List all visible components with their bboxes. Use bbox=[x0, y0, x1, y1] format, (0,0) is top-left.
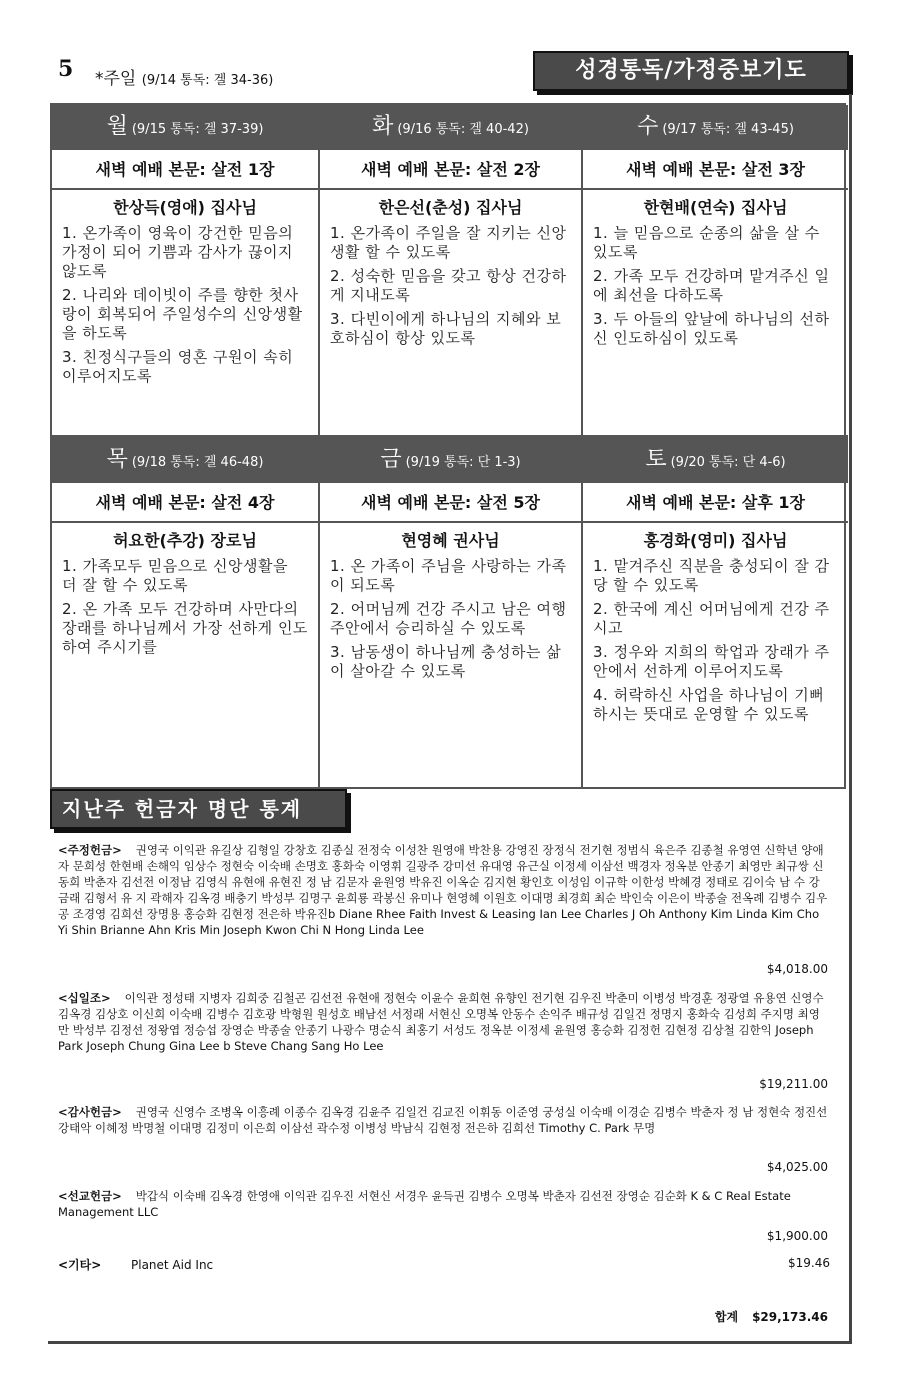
sermon-text: 새벽 예배 본문: 살전 3장 bbox=[583, 148, 848, 190]
prayer-item: 1. 가족모두 믿음으로 신앙생활을 더 잘 할 수 있도록 bbox=[62, 557, 288, 594]
prayer-list bbox=[52, 557, 318, 657]
prayer-list bbox=[320, 224, 581, 348]
grand-total-amount: $29,173.46 bbox=[752, 1310, 828, 1324]
day-header bbox=[320, 105, 581, 148]
prayer-leader: 홍경화(영미) 집사님 bbox=[643, 531, 788, 550]
day-name: 목 bbox=[106, 447, 128, 472]
offering-tenth bbox=[58, 990, 830, 1054]
offering-stats-title: 지난주 헌금자 명단 통계 bbox=[50, 789, 347, 829]
offering-amount: $1,900.00 bbox=[766, 1229, 828, 1243]
prayer-item: 3. 다빈이에게 하나님의 지혜와 보호하심이 항상 있도록 bbox=[330, 310, 562, 347]
day-reading: (9/15 통독: 겔 37-39) bbox=[131, 122, 264, 137]
prayer-leader: 한상득(영애) 집사님 bbox=[113, 198, 257, 217]
offering-amount: $19,211.00 bbox=[759, 1077, 828, 1091]
day-name: 금 bbox=[380, 447, 402, 472]
sermon-text: 새벽 예배 본문: 살전 2장 bbox=[320, 148, 581, 190]
grand-total-label: 합계 bbox=[714, 1310, 739, 1324]
sunday-label: *주일 bbox=[95, 69, 137, 89]
day-cell-thursday bbox=[52, 435, 320, 787]
offering-category: <십일조> bbox=[58, 991, 111, 1005]
day-header bbox=[52, 105, 318, 148]
day-cell-friday bbox=[320, 435, 583, 787]
day-name: 월 bbox=[106, 114, 128, 139]
day-cell-monday bbox=[52, 105, 320, 435]
offering-category: <감사헌금> bbox=[58, 1105, 122, 1119]
prayer-item: 3. 친정식구들의 영혼 구원이 속히 이루어지도록 bbox=[62, 348, 294, 385]
prayer-item: 2. 온 가족 모두 건강하며 사만다의 장래를 하나님께서 가장 선하게 인도하여 주시기를 bbox=[62, 600, 308, 656]
prayer-item: 1. 온가족이 영육이 강건한 믿음의 가정이 되어 기쁨과 감사가 끊이지 않도록 bbox=[62, 224, 294, 280]
offering-amount: $4,025.00 bbox=[766, 1160, 828, 1174]
prayer-list bbox=[52, 224, 318, 386]
day-header bbox=[583, 105, 848, 148]
day-name: 수 bbox=[637, 114, 659, 139]
day-reading: (9/18 통독: 겔 46-48) bbox=[131, 455, 264, 470]
offering-category: <기타> bbox=[58, 1258, 102, 1272]
prayer-calendar bbox=[50, 103, 846, 789]
prayer-leader: 한은선(춘성) 집사님 bbox=[378, 198, 523, 217]
day-reading: (9/17 통독: 겔 43-45) bbox=[662, 122, 794, 137]
prayer-leader: 허요한(추강) 장로님 bbox=[113, 531, 257, 550]
prayer-leader: 현영혜 권사님 bbox=[401, 531, 500, 550]
prayer-list bbox=[583, 224, 848, 348]
sermon-text: 새벽 예배 본문: 살전 5장 bbox=[320, 481, 581, 523]
prayer-item: 3. 정우와 지희의 학업과 장래가 주안에서 선하게 이루어지도록 bbox=[593, 643, 830, 680]
prayer-item: 3. 남동생이 하나님께 충성하는 삶이 살아갈 수 있도록 bbox=[330, 643, 562, 680]
day-cell-saturday bbox=[583, 435, 848, 787]
offering-mission bbox=[58, 1188, 830, 1220]
sunday-reading bbox=[95, 64, 273, 89]
prayer-list bbox=[320, 557, 581, 681]
prayer-item: 1. 온가족이 주일을 잘 지키는 신앙생활 할 수 있도록 bbox=[330, 224, 567, 261]
grand-total bbox=[715, 1308, 828, 1325]
sermon-text: 새벽 예배 본문: 살후 1장 bbox=[583, 481, 848, 523]
prayer-item: 2. 가족 모두 건강하며 맡겨주신 일에 최선을 다하도록 bbox=[593, 267, 830, 304]
offering-tithe bbox=[58, 842, 830, 938]
day-cell-tuesday bbox=[320, 105, 583, 435]
prayer-item: 2. 나리와 데이빗이 주를 향한 첫사랑이 회복되어 주일성수의 신앙생활을 하도록 bbox=[62, 286, 303, 342]
section-title-box bbox=[533, 51, 849, 91]
prayer-list bbox=[583, 557, 848, 724]
offering-amount: $19.46 bbox=[788, 1256, 830, 1270]
day-header bbox=[583, 438, 848, 481]
day-reading: (9/20 통독: 단 4-6) bbox=[670, 455, 786, 470]
page-number: 5 bbox=[58, 56, 74, 82]
day-header bbox=[320, 438, 581, 481]
day-name: 토 bbox=[645, 447, 667, 472]
day-reading: (9/19 통독: 단 1-3) bbox=[405, 455, 521, 470]
prayer-leader: 한현배(연숙) 집사님 bbox=[643, 198, 788, 217]
prayer-item: 2. 한국에 계신 어머님에게 건강 주시고 bbox=[593, 600, 830, 637]
day-name: 화 bbox=[372, 114, 394, 139]
sermon-text: 새벽 예배 본문: 살전 1장 bbox=[52, 148, 318, 190]
prayer-item: 1. 맡겨주신 직분을 충성되이 잘 감당 할 수 있도록 bbox=[593, 557, 830, 594]
offering-names: Planet Aid Inc bbox=[131, 1258, 214, 1272]
offering-names: 권영국 신영수 조병옥 이흥례 이종수 김옥경 김윤주 김일건 김교진 이휘동 이준영 궁성실 이숙배 이경순 김병수 박춘자 정 남 정현숙 정진선 강태악 이혜정 박명철 이대명 김정미 이은희 이삼선 곽수정 이병성 박남식 김현정 전은하 김희선 Timothy C. Park 무명 bbox=[58, 1105, 828, 1135]
day-cell-wednesday bbox=[583, 105, 848, 435]
prayer-item: 2. 어머님께 건강 주시고 남은 여행 주안에서 승리하실 수 있도록 bbox=[330, 600, 567, 637]
offering-names: 박갑식 이숙배 김옥경 한영애 이익관 김우진 서현신 서경우 윤득권 김병수 오명복 박춘자 김선전 장영순 김순화 K & C Real Estate Management LLC bbox=[58, 1189, 791, 1219]
offering-names: 이익관 정성태 지병자 김희중 김철곤 김선전 유현애 정현숙 이윤수 윤희현 유향인 전기현 김우진 박춘미 이병성 박경훈 정광열 유용연 신영수 김옥경 김상호 이신희 이숙배 김병수 김호광 박형원 원성호 배남선 서정래 서현신 오명복 안동수 손익주 배규성 김일건 정명지 홍화숙 김성희 주지명 최영만 박성부 김정선 정왕엽 정승섭 장영순 박종술 안종기 나광수 명순식 최홍기 서성도 정옥분 이정세 윤원영 홍승화 김정헌 김현정 김상철 김한익 Joseph Park Joseph Chung Gina Lee b Steve Chang Sang Ho Lee bbox=[58, 991, 824, 1053]
prayer-item: 4. 허락하신 사업을 하나님이 기뻐하시는 뜻대로 운영할 수 있도록 bbox=[593, 686, 825, 723]
prayer-item: 3. 두 아들의 앞날에 하나님의 선하신 인도하심이 있도록 bbox=[593, 310, 830, 347]
offering-etc bbox=[58, 1256, 830, 1273]
sunday-reading-range: (9/14 통독: 겔 34-36) bbox=[141, 73, 274, 88]
offering-names: 권영국 이익관 유길상 김형일 강창호 김종실 전정숙 이성찬 원영애 박찬용 강영진 장정식 전기현 정범식 육은주 김종철 유영연 신학년 양애자 문희성 한현배 손해익 임상수 정현숙 이숙배 손명호 홍화숙 이영휘 길광주 강미선 유대영 유근실 이정세 이삼선 백경자 정옥분 안종기 최영만 최규쌍 신동희 박춘자 김선전 이정남 김영식 유현애 유현진 정 남 김문자 윤원영 박유진 이옥순 김지현 황인호 이성임 이규학 이한성 박혜경 정태로 김이숙 남 수 강금래 김형서 유 지 곽해자 김옥경 배충기 박성부 김명구 윤희룡 곽봉신 유미나 현영혜 이원호 이대명 최경희 최순 박인숙 이은이 박종술 전옥례 김병수 김우공 조경영 김희선 장명용 홍승화 김현정 전은하 박유진b Diane Rhee Faith Invest & Leasing Ian Lee Charles J Oh Anthony Kim Linda Kim Cho Yi Shin Brianne Ahn Kris Min Joseph Kwon Chi N Hong Linda Lee bbox=[58, 843, 828, 937]
prayer-item: 2. 성숙한 믿음을 갖고 항상 건강하게 지내도록 bbox=[330, 267, 567, 304]
section-title: 성경통독/가정중보기도 bbox=[575, 58, 807, 83]
prayer-item: 1. 늘 믿음으로 순종의 삶을 살 수 있도록 bbox=[593, 224, 820, 261]
offering-category: <주정헌금> bbox=[58, 843, 122, 857]
sermon-text: 새벽 예배 본문: 살전 4장 bbox=[52, 481, 318, 523]
prayer-item: 1. 온 가족이 주님을 사랑하는 가족이 되도록 bbox=[330, 557, 567, 594]
offering-thanks bbox=[58, 1104, 830, 1136]
day-header bbox=[52, 438, 318, 481]
offering-category: <선교헌금> bbox=[58, 1189, 122, 1203]
offering-amount: $4,018.00 bbox=[766, 962, 828, 976]
day-reading: (9/16 통독: 겔 40-42) bbox=[397, 122, 529, 137]
